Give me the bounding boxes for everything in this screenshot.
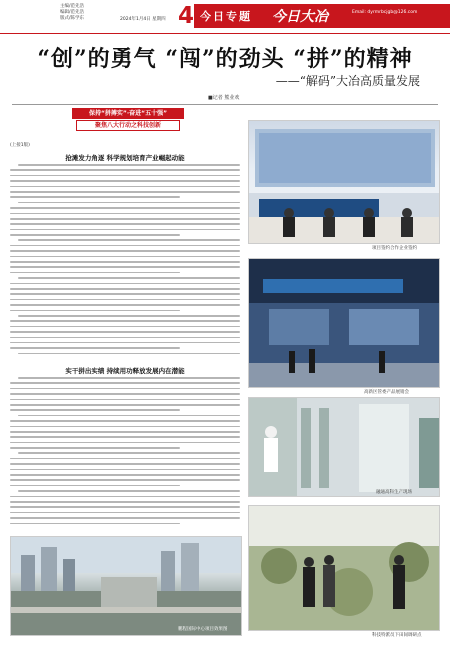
field-photo-art — [249, 506, 440, 631]
text-line — [10, 337, 240, 339]
text-line — [18, 315, 240, 317]
text-line — [10, 169, 240, 171]
text-line — [10, 347, 180, 349]
section-name: 今日专题 — [200, 10, 252, 23]
text-line — [18, 415, 240, 417]
continued-label: (上接1版) — [10, 143, 30, 148]
badge-line2: 聚焦八大行动之科技创新 — [76, 120, 180, 131]
text-line — [10, 458, 240, 460]
text-line — [10, 409, 180, 411]
text-line — [10, 180, 240, 182]
headline: “创”的勇气 “闯”的劲头 “拼”的精神 — [37, 46, 413, 72]
text-line — [10, 320, 240, 322]
text-line — [10, 431, 240, 433]
text-line — [10, 293, 240, 295]
photo-caption: 鹏程国际中心项目效果图 — [178, 627, 228, 632]
field-photo — [248, 505, 440, 631]
topic-badge — [72, 108, 184, 132]
text-line — [10, 512, 240, 514]
byline: ■记者 熊业欢 — [208, 95, 240, 101]
text-line — [10, 393, 240, 395]
text-line — [10, 196, 180, 198]
photo-caption: 融通高科生产现场 — [376, 490, 412, 495]
signing-photo — [248, 120, 440, 244]
text-line — [10, 447, 180, 449]
text-line — [18, 353, 240, 355]
text-line — [18, 277, 240, 279]
paper-logo: 今日大冶 — [272, 9, 328, 25]
text-line — [10, 310, 180, 312]
editor-info — [60, 4, 84, 22]
text-line — [10, 331, 240, 333]
text-line — [10, 474, 240, 476]
headline-rule — [12, 104, 438, 105]
text-line — [10, 288, 240, 290]
editor-line: 主编/范先浩 — [60, 4, 85, 9]
text-line — [10, 469, 240, 471]
text-line — [18, 377, 240, 379]
text-line — [10, 256, 240, 258]
page-number: 4 — [178, 3, 195, 29]
signing-photo-art — [249, 121, 440, 244]
text-line — [18, 239, 240, 241]
contact-email: Email: dyrmrbcjgb@126.com — [352, 10, 418, 15]
lab-photo — [248, 397, 440, 497]
subheadline: ——“解码”大冶高质量发展 — [275, 74, 420, 88]
text-line — [10, 213, 240, 215]
text-line — [10, 382, 240, 384]
text-line — [10, 426, 240, 428]
text-line — [10, 223, 240, 225]
section-title: 抢滩发力角逐 科学规划培育产业崛起动能 — [65, 154, 185, 162]
text-line — [10, 342, 240, 344]
text-line — [10, 326, 240, 328]
text-line — [10, 404, 240, 406]
text-line — [10, 399, 240, 401]
section-title: 实干拼出实绩 持续用功释放发展内在潜能 — [65, 367, 185, 375]
lab-photo-art — [249, 398, 440, 497]
text-line — [10, 229, 240, 231]
text-line — [10, 250, 240, 252]
text-line — [10, 186, 240, 188]
text-line — [10, 506, 240, 508]
text-line — [10, 283, 240, 285]
city-photo-art — [11, 537, 242, 636]
text-line — [10, 523, 180, 525]
issue-date: 2024年1月4日 星期四 — [120, 17, 166, 22]
text-line — [10, 234, 180, 236]
article-body — [10, 142, 240, 536]
text-line — [18, 202, 240, 204]
text-line — [10, 496, 240, 498]
text-line — [10, 272, 180, 274]
text-line — [10, 436, 240, 438]
paragraph-block — [10, 377, 240, 528]
text-line — [18, 490, 240, 492]
text-line — [18, 452, 240, 454]
hall-photo — [248, 258, 440, 388]
text-line — [10, 207, 240, 209]
text-line — [10, 501, 240, 503]
editor-line: 版式/陈学东 — [60, 16, 85, 21]
text-line — [10, 420, 240, 422]
text-line — [10, 261, 240, 263]
text-line — [10, 304, 240, 306]
photo-caption: 科技特派员下田间调研点 — [372, 633, 422, 638]
text-line — [10, 191, 240, 193]
text-line — [10, 175, 240, 177]
hall-photo-art — [249, 259, 440, 388]
editor-line: 编辑/范先浩 — [60, 10, 85, 15]
text-line — [10, 218, 240, 220]
badge-line1: 保持“拼搏实”·奋进“五十强” — [72, 108, 184, 119]
text-line — [10, 463, 240, 465]
text-line — [10, 485, 180, 487]
city-photo — [10, 536, 242, 636]
text-line — [10, 479, 240, 481]
text-line — [10, 517, 240, 519]
masthead — [0, 0, 450, 36]
text-line — [10, 266, 240, 268]
photo-caption: 高新区管委产品展销会 — [364, 390, 409, 395]
photo-caption: 项目签约合作企业签约 — [372, 246, 417, 251]
text-line — [18, 164, 240, 166]
text-line — [10, 388, 240, 390]
text-line — [10, 245, 240, 247]
masthead-rule — [0, 33, 450, 34]
text-line — [10, 299, 240, 301]
text-line — [10, 442, 240, 444]
paragraph-block — [10, 164, 240, 358]
